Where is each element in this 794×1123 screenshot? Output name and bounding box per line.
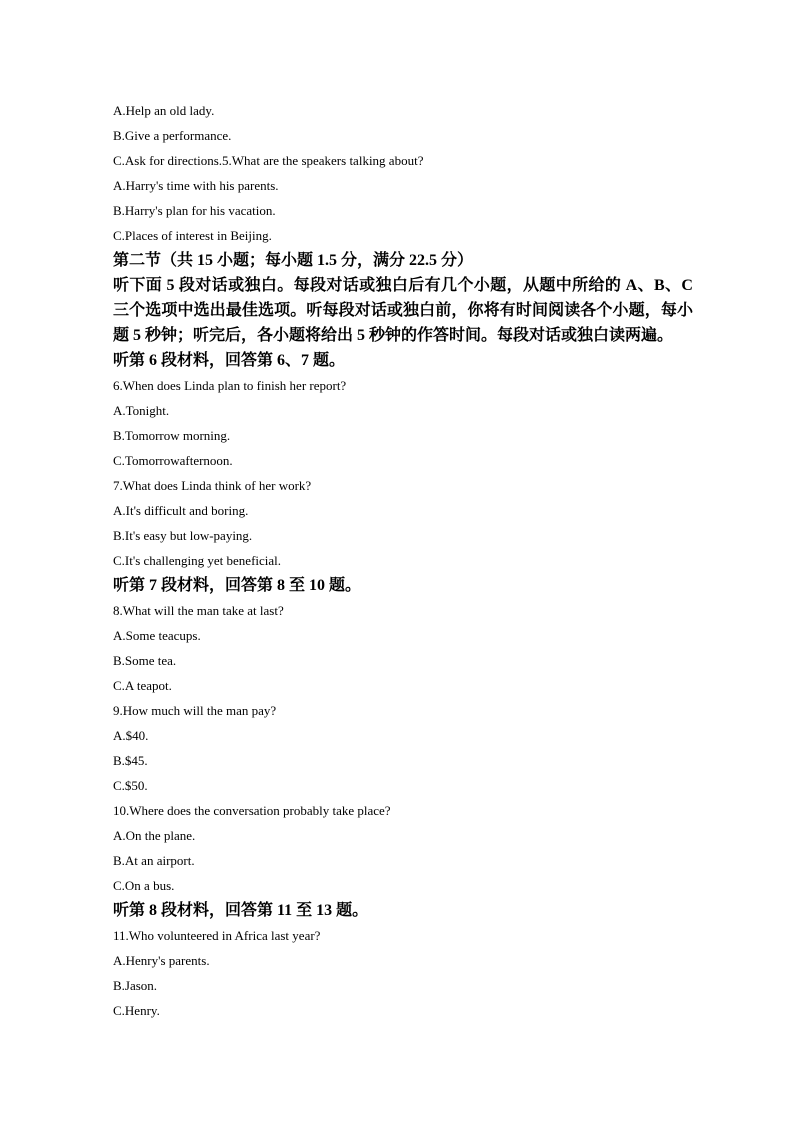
section-instructions: 听下面 5 段对话或独白。每段对话或独白后有几个小题，从题中所给的 A、B、C 三个选项中选出最佳选项。听每段对话或独白前，你将有时间阅读各个小题，每小题 5 秒钟；听完后，各小题将给出 5 秒钟的作答时间。每段对话或独白读两遍。: [113, 277, 693, 344]
q4-option-a: A.Help an old lady.: [113, 103, 215, 118]
q8-option-a: A.Some teacups.: [113, 628, 201, 643]
q9-option-b: B.$45.: [113, 753, 148, 768]
q8-option-b: B.Some tea.: [113, 653, 177, 668]
q9-option-c: C.$50.: [113, 778, 148, 793]
q8-option-c: C.A teapot.: [113, 678, 172, 693]
q10-option-a: A.On the plane.: [113, 828, 196, 843]
q4-option-c-and-q5-question: C.Ask for directions.5.What are the speakers talking about?: [113, 153, 424, 168]
exam-page: [113, 98, 693, 1023]
material-8-heading: 听第 8 段材料，回答第 11 至 13 题。: [113, 902, 369, 919]
q6-option-c: C.Tomorrowafternoon.: [113, 453, 233, 468]
q11-option-a: A.Henry's parents.: [113, 953, 210, 968]
q10-option-c: C.On a bus.: [113, 878, 175, 893]
q5-option-b: B.Harry's plan for his vacation.: [113, 203, 276, 218]
q11-option-c: C.Henry.: [113, 1003, 160, 1018]
q6-option-b: B.Tomorrow morning.: [113, 428, 231, 443]
q10-question: 10.Where does the conversation probably take place?: [113, 803, 391, 818]
q5-option-c: C.Places of interest in Beijing.: [113, 228, 272, 243]
q11-option-b: B.Jason.: [113, 978, 158, 993]
q8-question: 8.What will the man take at last?: [113, 603, 284, 618]
material-7-heading: 听第 7 段材料，回答第 8 至 10 题。: [113, 577, 362, 594]
q7-option-a: A.It's difficult and boring.: [113, 503, 249, 518]
q9-question: 9.How much will the man pay?: [113, 703, 277, 718]
material-6-heading: 听第 6 段材料，回答第 6、7 题。: [113, 352, 346, 369]
q7-option-b: B.It's easy but low-paying.: [113, 528, 253, 543]
q7-option-c: C.It's challenging yet beneficial.: [113, 553, 282, 568]
q5-option-a: A.Harry's time with his parents.: [113, 178, 279, 193]
q7-question: 7.What does Linda think of her work?: [113, 478, 312, 493]
q10-option-b: B.At an airport.: [113, 853, 195, 868]
section-title: 第二节（共 15 小题；每小题 1.5 分，满分 22.5 分）: [113, 252, 474, 269]
q11-question: 11.Who volunteered in Africa last year?: [113, 928, 321, 943]
q4-option-b: B.Give a performance.: [113, 128, 232, 143]
q6-question: 6.When does Linda plan to finish her report?: [113, 378, 347, 393]
q9-option-a: A.$40.: [113, 728, 149, 743]
q6-option-a: A.Tonight.: [113, 403, 170, 418]
